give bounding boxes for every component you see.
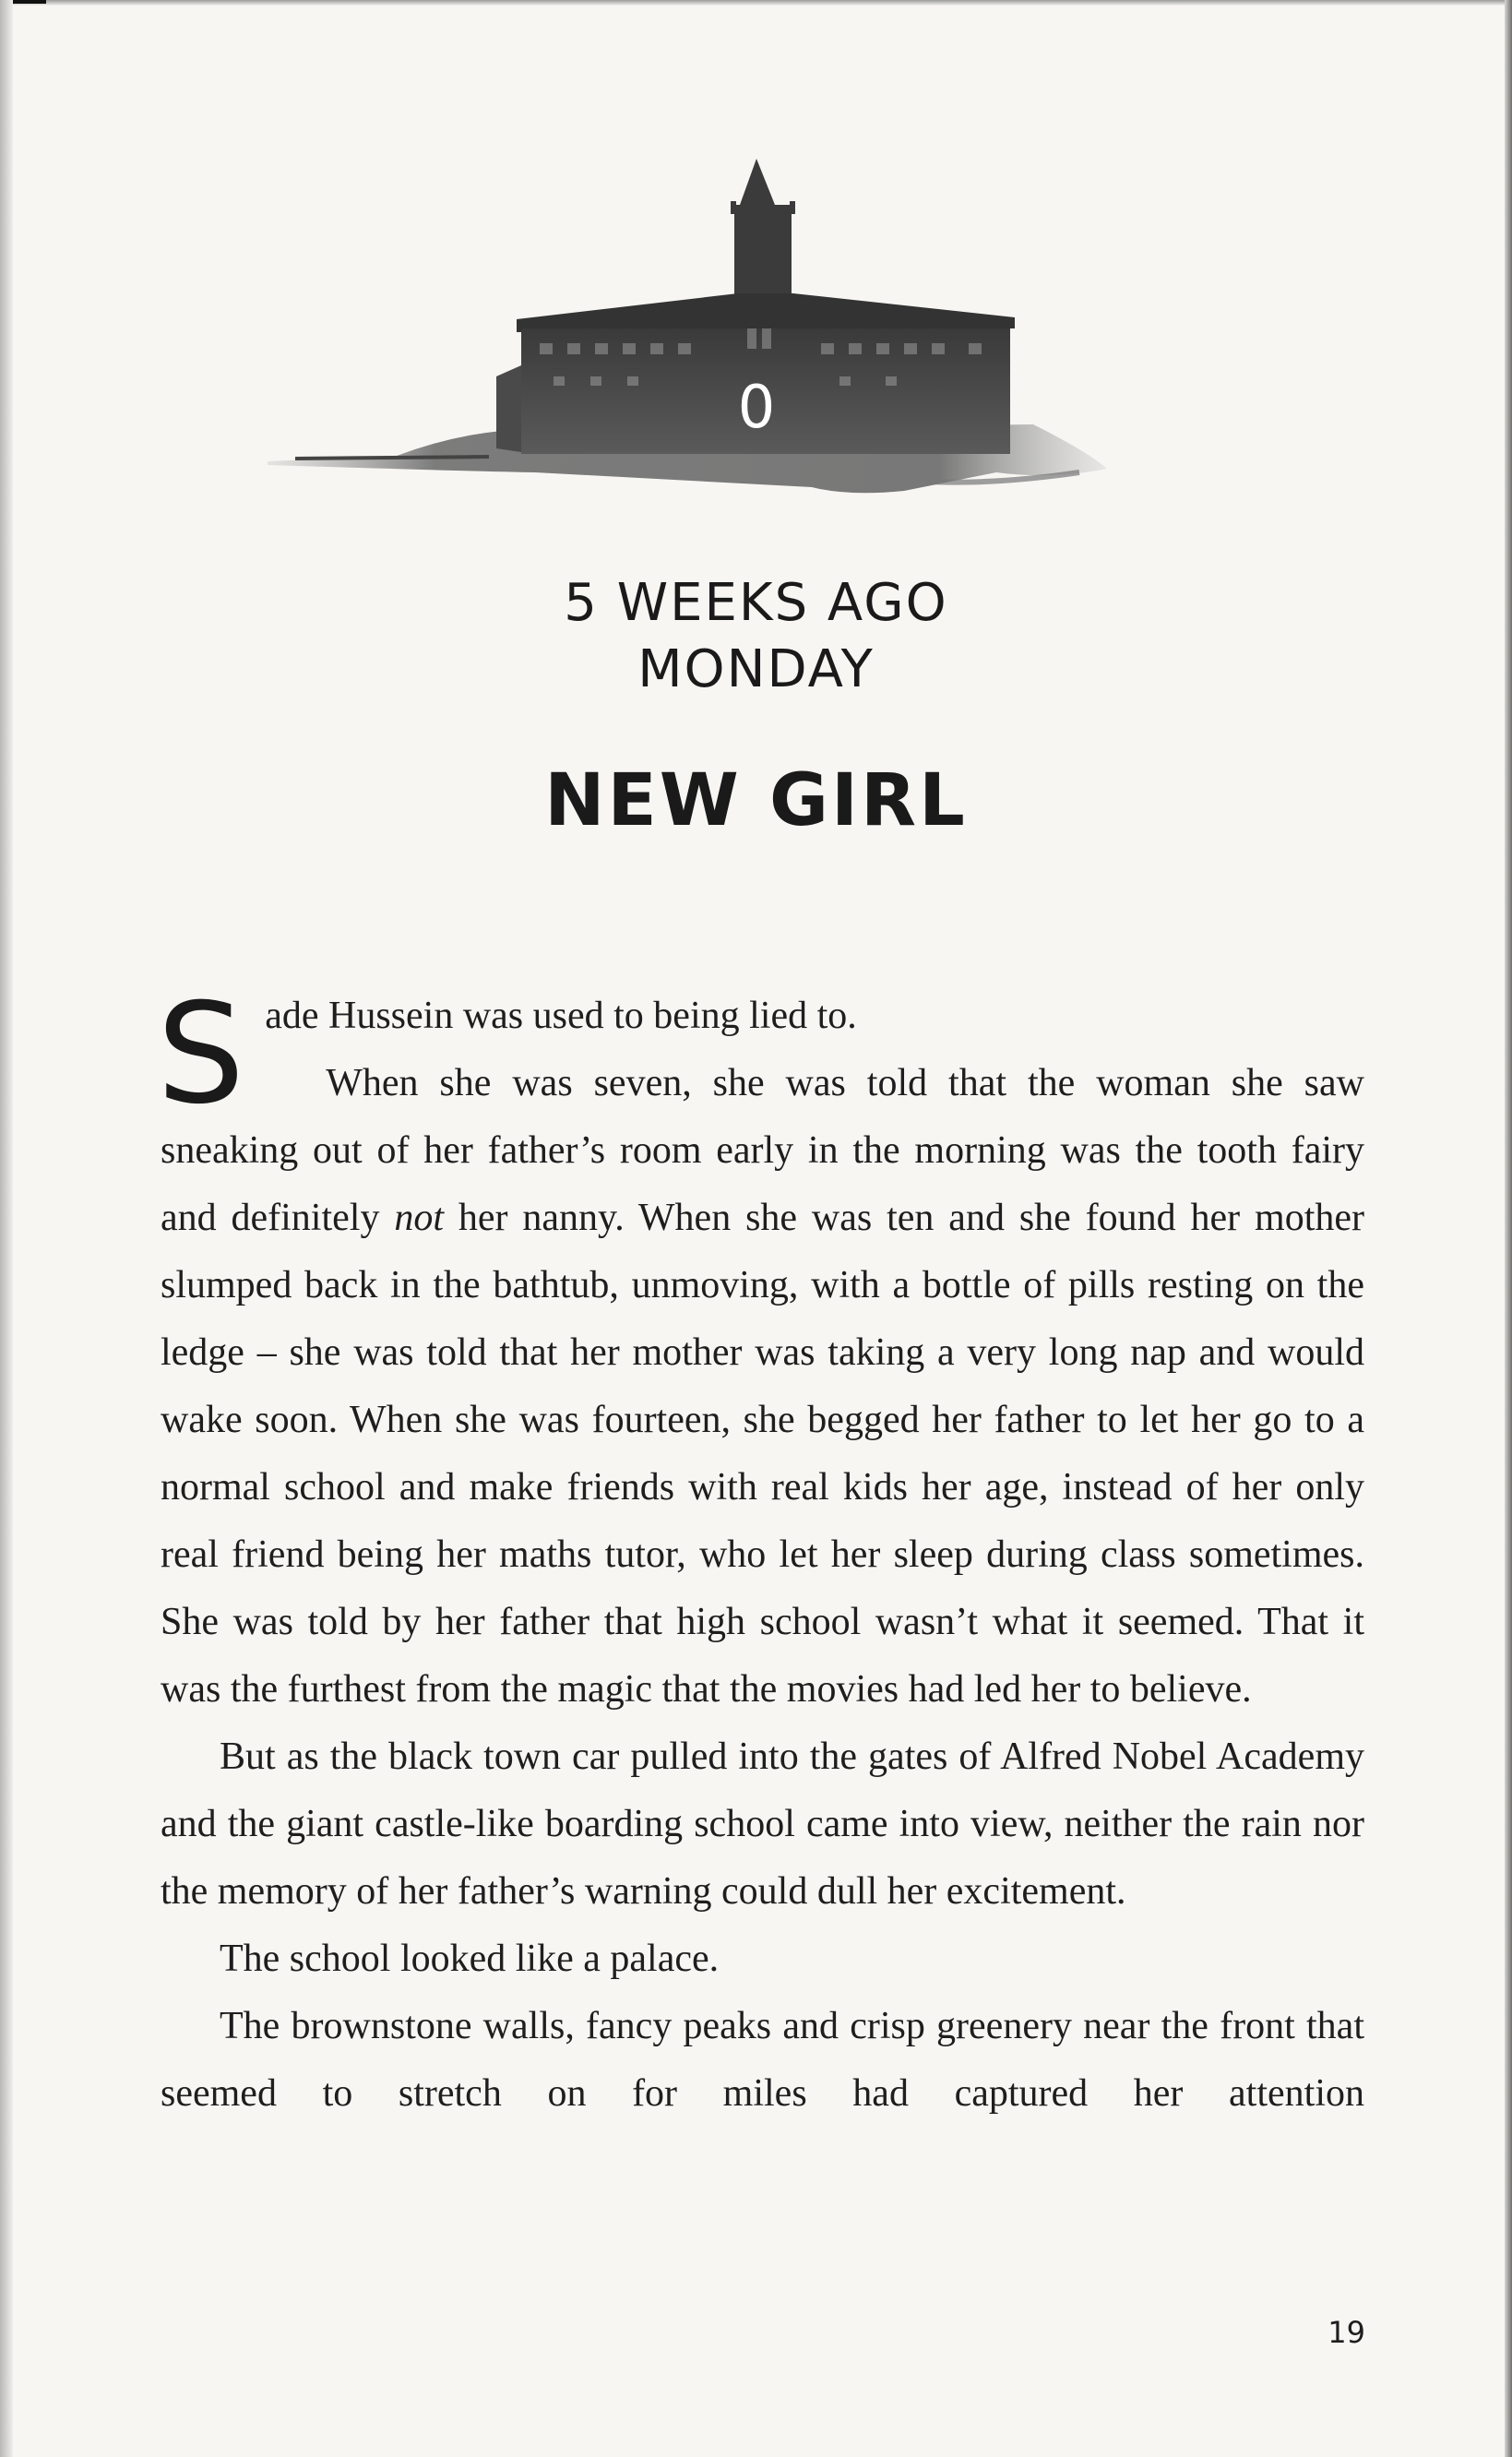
page-edge-left — [0, 0, 13, 2457]
chapter-number: 0 — [737, 374, 776, 442]
opening-line: ade Hussein was used to being lied to. — [265, 995, 857, 1037]
paragraph-1-text-cont: her nanny. When she was ten and she found her mother slumped back in the bathtub, unmoving, with a bottle of pills resting on the ledge – she was told that her mother was taking a very long nap and would wake soon. When she was fourteen, she begged her father to let her go to a normal school and make friends with real kids her age, instead of her only real friend being her maths tutor, who let her sleep during class sometimes. She was told by her father that high school wasn’t what it seemed. That it was the furthest from the magic that the movies had led her to believe. — [161, 1197, 1365, 1711]
chapter-timestamp — [0, 570, 1512, 703]
page-number: 19 — [1327, 2315, 1365, 2350]
body-text — [157, 974, 1365, 2128]
emphasis-word: not — [394, 1197, 445, 1239]
drop-cap: S — [157, 974, 245, 1135]
paragraph-4: The brownstone walls, fancy peaks and crisp greenery near the front that seemed to stretch on for miles had captured her attention — [161, 2005, 1364, 2115]
page-edge-right — [1505, 0, 1512, 2457]
page-edge-top — [0, 0, 1512, 6]
chapter-title: NEW GIRL — [544, 759, 968, 842]
paragraph-3: The school looked like a palace. — [220, 1938, 720, 1980]
chapter-timestamp-line1: 5 WEEKS AGO — [564, 573, 948, 633]
paragraph-2: But as the black town car pulled into the gates of Alfred Nobel Academy and the giant castle-like boarding school came into view, neither the rain nor the memory of her father’s warning could dull her excitement. — [161, 1735, 1364, 1913]
school-building-illustration — [258, 148, 1116, 535]
paragraph-1-text: When she was seven, she was told that the woman she saw sneaking out of her father’s room early in the morning was the tooth fairy and definitely — [161, 1062, 1364, 1239]
paragraph-1 — [157, 974, 1365, 1723]
chapter-timestamp-line2: MONDAY — [637, 639, 875, 699]
